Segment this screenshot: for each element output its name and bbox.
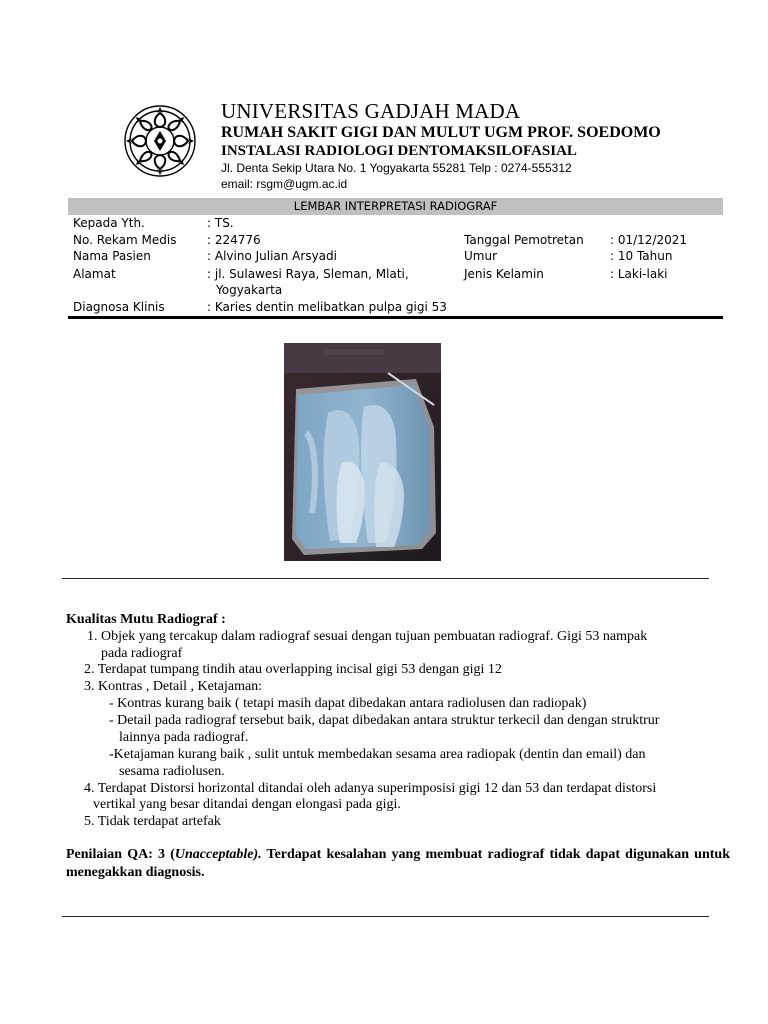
umur-value: : 10 Tahun <box>610 249 673 263</box>
diagnosa-value: : Karies dentin melibatkan pulpa gigi 53 <box>207 300 447 314</box>
quality-item-3c-cont: sesama radiolusen. <box>119 764 225 779</box>
qa-label: Penilaian QA: 3 ( <box>66 847 175 862</box>
quality-item-3c: -Ketajaman kurang baik , sulit untuk membedakan sesama area radiopak (dentin dan email) dan <box>109 747 646 762</box>
university-name: UNIVERSITAS GADJAH MADA <box>221 99 521 123</box>
tanggal-value: : 01/12/2021 <box>610 233 688 247</box>
nama-pasien-value: : Alvino Julian Arsyadi <box>207 249 337 263</box>
nama-pasien-label: Nama Pasien <box>73 249 151 263</box>
kepada-label: Kepada Yth. <box>73 216 145 230</box>
qa-assessment <box>66 846 730 882</box>
rekam-medis-value: : 224776 <box>207 233 261 247</box>
quality-item-3a: - Kontras kurang baik ( tetapi masih dapat dibedakan antara radiolusen dan radiopak) <box>109 696 587 711</box>
hospital-email: email: rsgm@ugm.ac.id <box>221 177 348 191</box>
separator-line-bottom <box>62 916 709 917</box>
alamat-value-line1: : jl. Sulawesi Raya, Sleman, Mlati, <box>207 267 409 281</box>
qa-grade: Unacceptable). <box>174 847 262 862</box>
umur-label: Umur <box>464 249 498 263</box>
dental-radiograph-image <box>284 343 441 561</box>
quality-title: Kualitas Mutu Radiograf : <box>66 612 226 627</box>
form-title: LEMBAR INTERPRETASI RADIOGRAF <box>293 199 498 213</box>
separator-line-top <box>62 578 709 579</box>
quality-item-5: 5. Tidak terdapat artefak <box>84 814 221 829</box>
quality-item-4-cont: vertikal yang besar ditandai dengan elongasi pada gigi. <box>93 797 401 812</box>
kepada-value: : TS. <box>207 216 234 230</box>
tanggal-label: Tanggal Pemotretan <box>464 233 584 247</box>
quality-item-2: 2. Terdapat tumpang tindih atau overlapping incisal gigi 53 dengan gigi 12 <box>84 662 502 677</box>
form-title-band <box>68 198 723 215</box>
hospital-address: Jl. Denta Sekip Utara No. 1 Yogyakarta 55281 Telp : 0274-555312 <box>221 161 572 175</box>
quality-item-1: 1. Objek yang tercakup dalam radiograf sesuai dengan tujuan pembuatan radiograf. Gigi 53 nampak <box>87 629 648 644</box>
jenis-kelamin-label: Jenis Kelamin <box>464 267 544 281</box>
qa-text: Terdapat kesalahan yang membuat radiograf tidak dapat digunakan untuk menegakkan diagnosis. <box>66 847 730 880</box>
alamat-label: Alamat <box>73 267 116 281</box>
ugm-seal-logo <box>123 104 197 178</box>
quality-item-3: 3. Kontras , Detail , Ketajaman: <box>84 679 263 694</box>
diagnosa-label: Diagnosa Klinis <box>73 300 165 314</box>
quality-item-3b-cont: lainnya pada radiograf. <box>119 730 249 745</box>
hospital-name: RUMAH SAKIT GIGI DAN MULUT UGM PROF. SOEDOMO <box>221 124 661 141</box>
alamat-value-line2: Yogyakarta <box>216 283 283 297</box>
quality-item-3b: - Detail pada radiograf tersebut baik, dapat dibedakan antara struktur terkecil dan dengan struktrur <box>109 713 660 728</box>
installation-name: INSTALASI RADIOLOGI DENTOMAKSILOFASIAL <box>221 143 577 159</box>
quality-item-1-cont: pada radiograf <box>101 646 183 661</box>
form-bottom-rule <box>68 316 723 319</box>
quality-item-4: 4. Terdapat Distorsi horizontal ditandai oleh adanya superimposisi gigi 12 dan 53 dan terdapat distorsi <box>84 781 657 796</box>
jenis-kelamin-value: : Laki-laki <box>610 267 668 281</box>
rekam-medis-label: No. Rekam Medis <box>73 233 177 247</box>
